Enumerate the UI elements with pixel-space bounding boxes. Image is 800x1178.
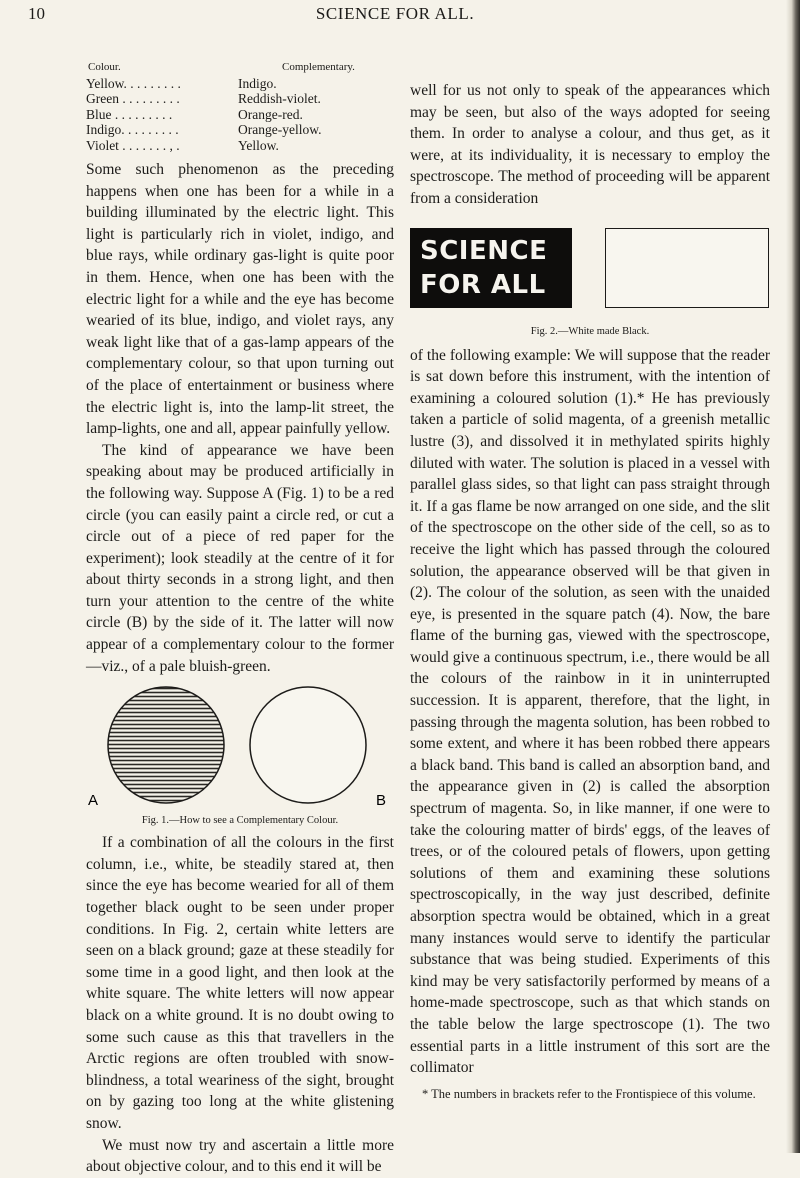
figure-2 — [410, 220, 770, 320]
paragraph: of the following example: We will suppose that the reader is sat down before this instrument, with the intention of examining a coloured solution (1).* He has previously taken a particle of solid magenta, of a greenish metallic lustre (3), and dissolved it in methylated spirits highly diluted with water. The solution is placed in a vessel with parallel glass sides, so that light can pass straight through it. If a gas flame be now arranged on one side, and the slit of the spectroscope on the other side of the cell, so as to receive the light which has passed through the coloured solution, the appearance observed will be that given in (2). The colour of the solution, as seen with the unaided eye, is presented in the square patch (4). Now, the bare flame of the burning gas, viewed with the spectroscope, would give a continuous spectrum, i.e., there would be all the colours of the rainbow in it in uninterrupted succession. It is apparent, therefore, that the light, in passing through the magenta solution, has been robbed to some extent, and where it has been robbed there appears a black band. This band is called an absorption band, and the appearance given in (2) is called the absorption spectrum of magenta. So, in like manner, if one were to take the colouring matter of birds' eggs, of the leaves of trees, or of the coloured petals of flowers, upon getting solutions of them and examining these solutions spectroscopically, in the way just described, definite absorption spectra would be obtained, which in a great many instances would serve to identify the particular substance that was being studied. Experiments of this kind may be very satisfactorily performed by means of a home-made spectroscope, such as that which stands on the table below the large spectroscope (1). The two essential parts in a little instrument of this sort are the collimator — [410, 346, 770, 1077]
table-cell-colour: Indigo. . . . . . . . . — [86, 122, 179, 137]
table-row — [86, 138, 355, 154]
left-column — [86, 60, 394, 1178]
table-cell-complementary: Orange-red. — [238, 106, 303, 122]
paragraph: We must now try and ascertain a little more about objective colour, and to this end it will be — [86, 1136, 394, 1176]
science-for-all-black-box — [410, 228, 572, 308]
figure-2-word-1: SCIENCE — [420, 235, 548, 266]
figure-2-word-2: FOR ALL — [420, 269, 546, 300]
footnote — [410, 1087, 770, 1102]
footnote-text: * The numbers in brackets refer to the Frontispiece of this volume. — [422, 1086, 756, 1101]
table-cell-complementary: Reddish-violet. — [238, 91, 321, 106]
figure-1 — [86, 683, 394, 813]
table-cell-colour: Green . . . . . . . . . — [86, 91, 180, 106]
paragraph: Some such phenomenon as the preceding happens when one has been for a while in a building illuminated by the electric light. This light is particularly rich in violet, indigo, and blue rays, while ordinary gas-light is quite poor in them. Hence, when one has been with the electric light for a while and the eye has become wearied of its blue, indigo, and violet rays, any weak light like that of a gas-lamp appears of the complementary colour, so that upon turning out of the place of entertainment or business where the electric light is, into the lamp-lit street, the lamp-lights, one and all, appear painfully yellow. — [86, 161, 394, 438]
table-cell-colour: Blue . . . . . . . . . — [86, 106, 173, 122]
table-header-colour: Colour. — [88, 61, 121, 73]
colour-table — [86, 60, 355, 153]
table-cell-complementary: Indigo. — [238, 75, 277, 91]
page-header — [0, 2, 790, 28]
figure-2-caption: Fig. 2.—White made Black. — [530, 325, 650, 337]
table-cell-complementary: Yellow. — [238, 137, 279, 153]
white-circle-b — [250, 687, 366, 803]
table-cell-complementary: Orange-yellow. — [238, 122, 322, 137]
running-title: SCIENCE FOR ALL. — [315, 4, 475, 23]
table-cell-colour: Violet . . . . . . . , . — [86, 137, 180, 153]
right-column — [410, 80, 770, 1102]
table-row — [86, 76, 355, 92]
paragraph: The kind of appearance we have been speaking about may be produced artificially in the following way. Suppose A (Fig. 1) to be a red circle (you can easily paint a circle red, or cut a circle out of a piece of red paper for the experiment); look steadily at the centre of it for about thirty seconds in a strong light, and then turn your attention to the centre of the white circle (B) by the side of it. The latter will now appear of a complementary colour to the former—viz., of a pale bluish-green. — [86, 441, 394, 675]
figure-1-label-a: A — [88, 792, 99, 810]
paragraph: If a combination of all the colours in the first column, i.e., white, be steadily stared at, then since the eye has become wearied for all of them together black ought to be seen under proper conditions. In Fig. 2, certain white letters are seen on a black ground; gaze at these steadily for some time in a good light, and then look at the white square. The white letters will now appear black on a white ground. It is no doubt owing to some such cause as this that travellers in the Arctic regions are often troubled with snow-blindness, a total weariness of the sight, brought on by gazing too long at the white glistening snow. — [86, 834, 394, 1132]
white-square — [605, 228, 769, 308]
figure-1-illustration — [86, 683, 394, 813]
table-row — [86, 91, 355, 107]
paragraph: well for us not only to speak of the appearances which may be seen, but also of the ways adopted for seeing them. In order to analyse a colour, and thus get, as it were, at its individuality, it is necessary to employ the spectroscope. The method of proceeding will be apparent from a consideration — [410, 82, 770, 207]
table-row — [86, 122, 355, 138]
figure-1-caption: Fig. 1.—How to see a Complementary Colour. — [141, 815, 339, 827]
page-edge-shadow — [786, 0, 800, 1153]
table-cell-colour: Yellow. . . . . . . . . — [86, 75, 181, 91]
table-header-complementary: Complementary. — [282, 61, 355, 73]
page-number: 10 — [28, 4, 45, 23]
figure-1-label-b: B — [376, 792, 387, 810]
red-circle-a — [108, 687, 224, 803]
table-row — [86, 107, 355, 123]
